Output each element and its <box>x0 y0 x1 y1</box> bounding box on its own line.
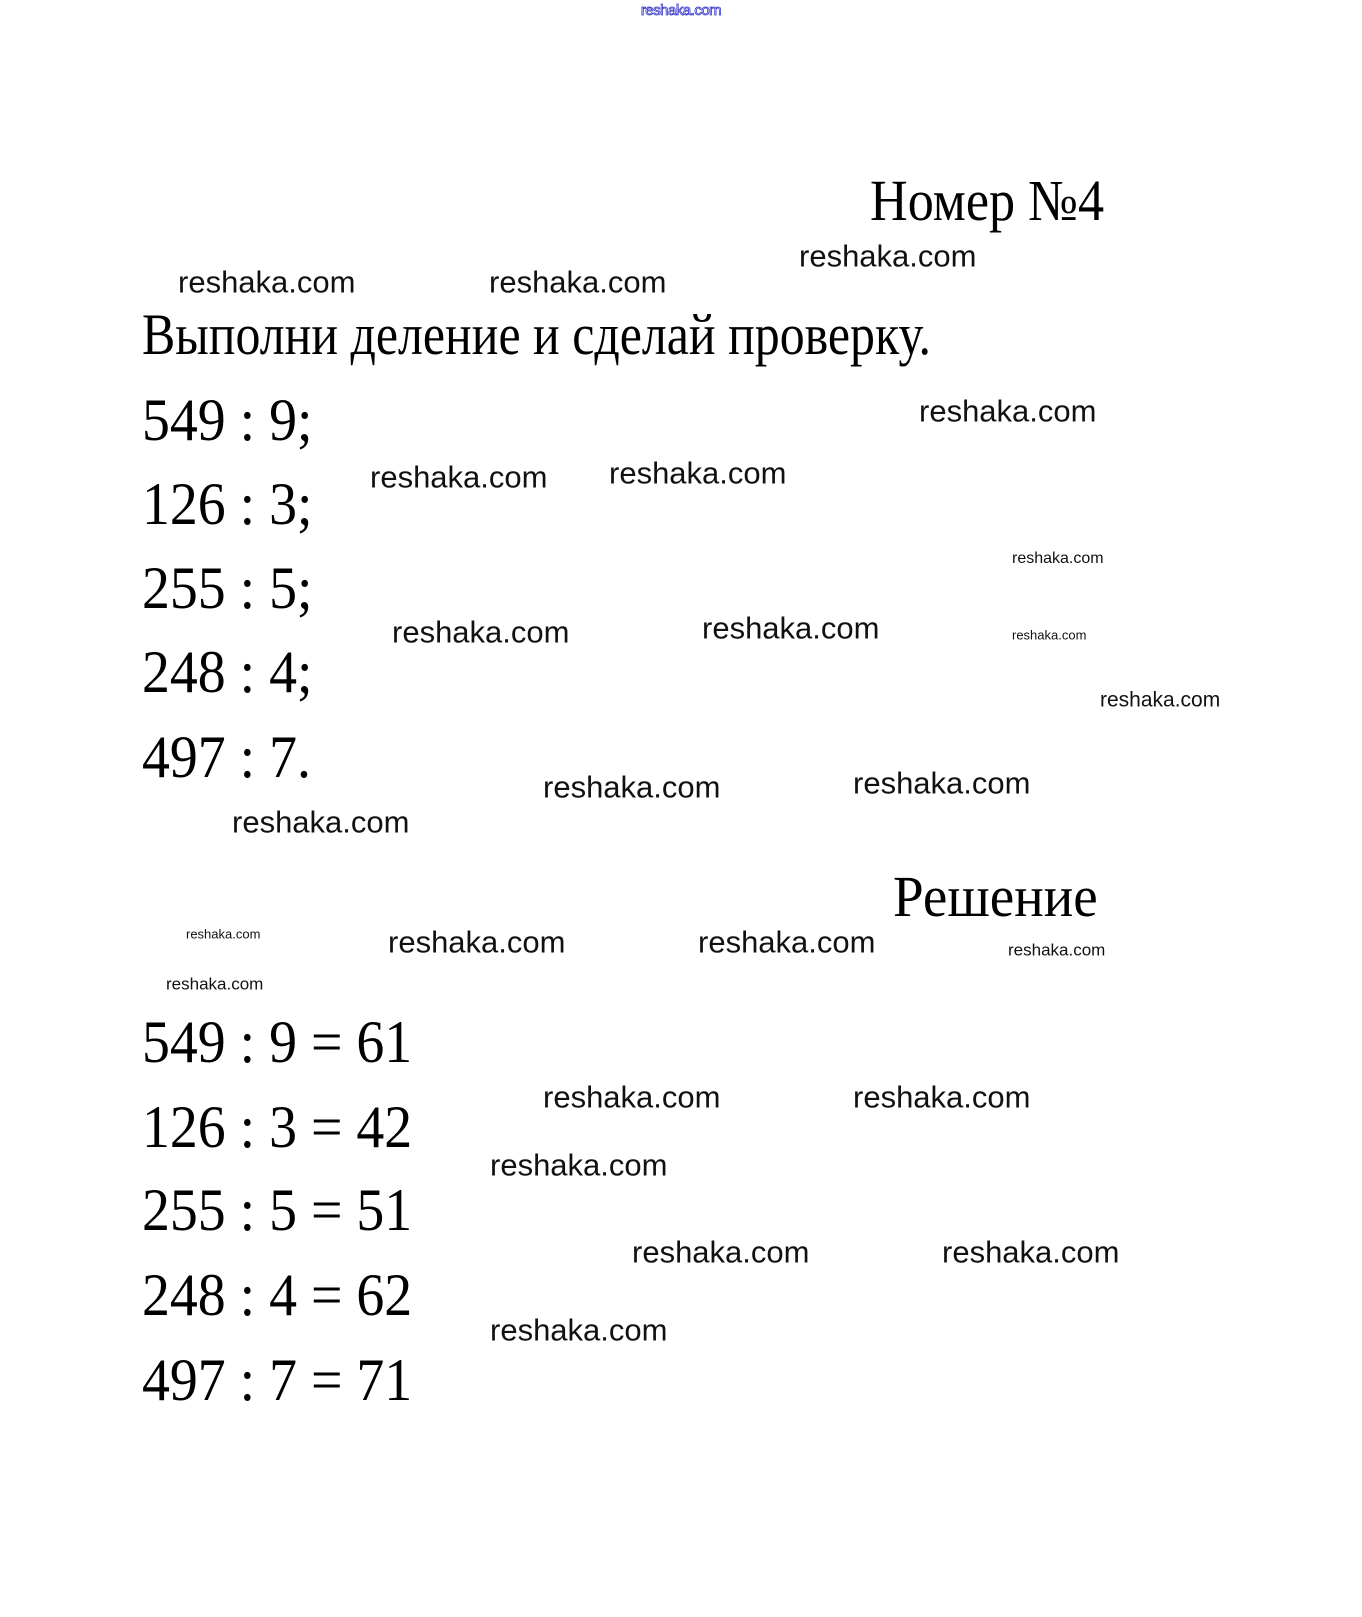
solution-heading: Решение <box>893 864 1098 929</box>
watermark: reshaka.com <box>632 1234 810 1270</box>
watermark: reshaka.com <box>853 1079 1031 1115</box>
watermark: reshaka.com <box>1012 627 1087 643</box>
watermark: reshaka.com <box>232 804 410 840</box>
watermark: reshaka.com <box>388 924 566 960</box>
watermark: reshaka.com <box>543 769 721 805</box>
task-text: Выполни деление и сделай проверку. <box>142 302 931 367</box>
watermark: reshaka.com <box>1008 940 1106 960</box>
site-watermark: reshaka.com <box>640 2 722 19</box>
watermark: reshaka.com <box>1012 550 1104 567</box>
watermark: reshaka.com <box>392 614 570 650</box>
solution: 549 : 9 = 61 <box>142 1009 413 1075</box>
problem: 549 : 9; <box>142 387 313 453</box>
watermark: reshaka.com <box>609 455 787 491</box>
solution: 248 : 4 = 62 <box>142 1262 413 1328</box>
watermark: reshaka.com <box>178 264 356 300</box>
watermark: reshaka.com <box>853 765 1031 801</box>
watermark: reshaka.com <box>919 393 1097 429</box>
watermark: reshaka.com <box>1100 688 1221 712</box>
watermark: reshaka.com <box>698 924 876 960</box>
watermark: reshaka.com <box>166 974 264 994</box>
solution: 255 : 5 = 51 <box>142 1177 413 1243</box>
watermark: reshaka.com <box>490 1312 668 1348</box>
watermark: reshaka.com <box>186 926 261 942</box>
watermark: reshaka.com <box>702 610 880 646</box>
problem: 255 : 5; <box>142 555 313 621</box>
solution: 497 : 7 = 71 <box>142 1347 413 1413</box>
watermark: reshaka.com <box>799 238 977 274</box>
watermark: reshaka.com <box>543 1079 721 1115</box>
watermark: reshaka.com <box>490 1147 668 1183</box>
problem: 126 : 3; <box>142 471 313 537</box>
solution: 126 : 3 = 42 <box>142 1094 413 1160</box>
watermark: reshaka.com <box>370 459 548 495</box>
problem: 248 : 4; <box>142 639 313 705</box>
exercise-title: Номер №4 <box>870 168 1105 233</box>
problem: 497 : 7. <box>142 724 311 790</box>
watermark: reshaka.com <box>489 264 667 300</box>
watermark: reshaka.com <box>942 1234 1120 1270</box>
